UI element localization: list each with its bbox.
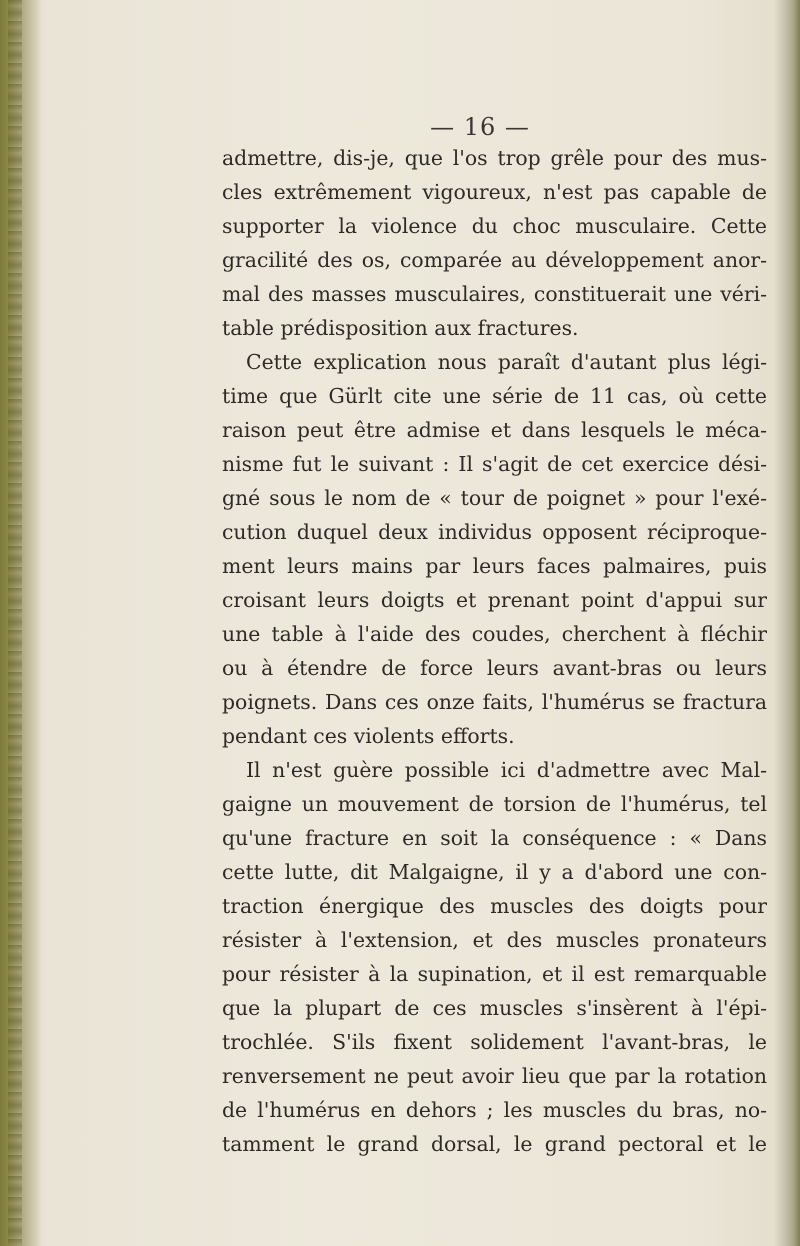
body-text <box>222 141 767 1161</box>
text-line: pour résister à la supination, et il est remarquable <box>222 962 767 986</box>
text-line: que la plupart de ces muscles s'insèrent à l'épi- <box>222 996 767 1020</box>
page-binding-edge <box>0 0 42 1246</box>
text-line: supporter la violence du choc musculaire. Cette <box>222 214 767 238</box>
text-line: nisme fut le suivant : Il s'agit de cet exercice dési- <box>222 452 767 476</box>
text-line: table prédisposition aux fractures. <box>222 316 579 340</box>
text-line: tamment le grand dorsal, le grand pectoral et le <box>222 1132 767 1156</box>
text-line: qu'une fracture en soit la conséquence : « Dans <box>222 826 767 850</box>
text-line: de l'humérus en dehors ; les muscles du bras, no- <box>222 1098 767 1122</box>
text-line: renversement ne peut avoir lieu que par la rotation <box>222 1064 767 1088</box>
text-line: gracilité des os, comparée au développement anor- <box>222 248 767 272</box>
text-line: croisant leurs doigts et prenant point d'appui sur <box>222 588 767 612</box>
text-line: gné sous le nom de « tour de poignet » pour l'exé- <box>222 486 767 510</box>
text-line: poignets. Dans ces onze faits, l'humérus se fractura <box>222 690 767 714</box>
text-line: trochlée. S'ils fixent solidement l'avant-bras, le <box>222 1030 767 1054</box>
text-line: ment leurs mains par leurs faces palmaires, puis <box>222 554 767 578</box>
text-line: cution duquel deux individus opposent réciproque- <box>222 520 767 544</box>
text-line: gaigne un mouvement de torsion de l'humérus, tel <box>222 792 767 816</box>
text-line: traction énergique des muscles des doigts pour <box>222 894 767 918</box>
text-line: cette lutte, dit Malgaigne, il y a d'abord une con- <box>222 860 767 884</box>
text-line: cles extrêmement vigoureux, n'est pas capable de <box>222 180 767 204</box>
text-line: résister à l'extension, et des muscles pronateurs <box>222 928 767 952</box>
page-right-edge <box>774 0 800 1246</box>
text-line: raison peut être admise et dans lesquels le méca- <box>222 418 767 442</box>
text-line: admettre, dis-je, que l'os trop grêle pour des mus- <box>222 146 767 170</box>
page-number: — 16 — <box>430 113 530 141</box>
text-line: Cette explication nous paraît d'autant plus légi- <box>246 350 767 374</box>
text-line: time que Gürlt cite une série de 11 cas, où cette <box>222 384 767 408</box>
text-line: pendant ces violents efforts. <box>222 724 515 748</box>
text-line: mal des masses musculaires, constituerait une véri- <box>222 282 767 306</box>
text-line: une table à l'aide des coudes, cherchent à fléchir <box>222 622 767 646</box>
text-line: Il n'est guère possible ici d'admettre avec Mal- <box>246 758 767 782</box>
text-line: ou à étendre de force leurs avant-bras ou leurs <box>222 656 767 680</box>
